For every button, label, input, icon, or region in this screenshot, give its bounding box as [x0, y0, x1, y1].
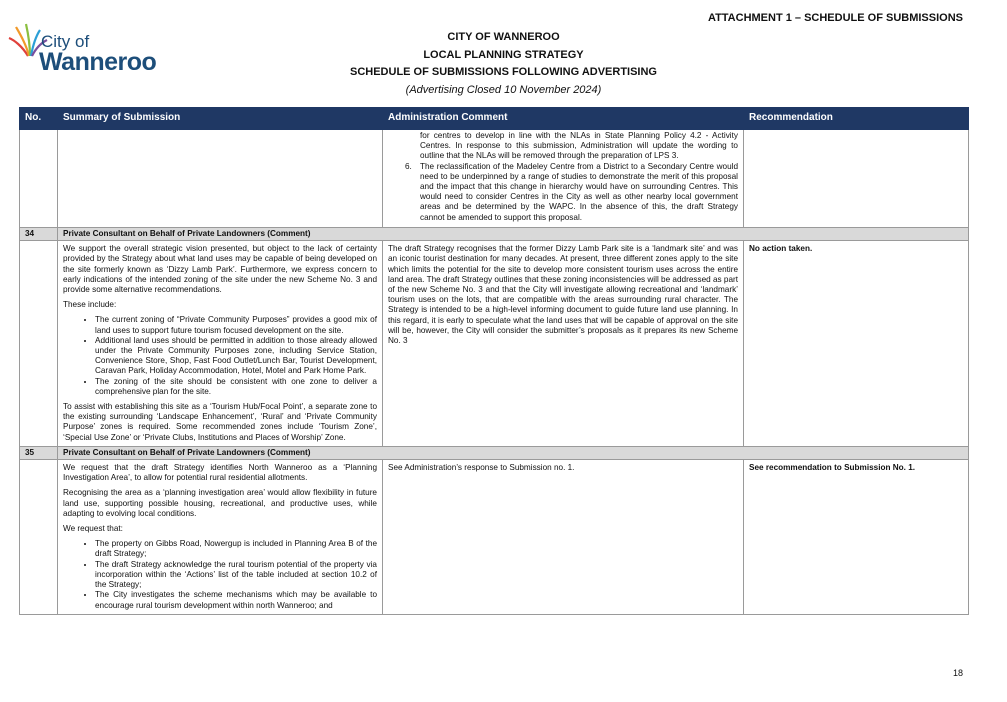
table-row-34 — [20, 241, 969, 447]
cell-recommendation — [744, 130, 969, 228]
list-item: • The draft Strategy acknowledge the rural tourism potential of the property via incorporation within the ‘Actions’ list of the table included at section 10.2 of the Strategy; — [95, 560, 377, 591]
column-header-admin-comment: Administration Comment — [383, 108, 744, 130]
submission-banner-34 — [20, 228, 969, 241]
submission-number: 34 — [20, 228, 58, 241]
summary-paragraph: Recognising the area as a ‘planning investigation area’ would allow flexibility in future land use, supporting possible housing, recreational, and productive uses, while adapting to evolving local conditions. — [63, 488, 377, 518]
list-item: • Additional land uses should be permitted in addition to those already allowed under the Private Community Purposes zone, including Service Station, Convenience Store, Shop, Fast Food Outlet/Lunch Bar, Tourist Development, Caravan Park, Holiday Accommodation, Hotel, Motel and Park Home Park. — [95, 336, 377, 377]
submission-banner-35 — [20, 446, 969, 459]
title-advertising-closed: (Advertising Closed 10 November 2024) — [405, 83, 602, 96]
logo-city-text: City of — [41, 32, 90, 51]
title-strategy: LOCAL PLANNING STRATEGY — [423, 48, 584, 61]
cell-admin-comment: The draft Strategy recognises that the former Dizzy Lamb Park site is a ‘landmark site’ and was an iconic tourist destination for many decades. At present, three different zones apply to the site which limits the potential for the site to develop more consistent tourism uses across the entire land area. The draft Strategy outlines that these zoning inconsistencies will be addressed as part of the new Scheme No. 3 and that the City will investigate allowing recreational and ‘landmark’ tourism uses on the lots, that are compatible with the areas surrounding rural character. The Strategy is intended to be a high-level informing document to guide future land use planning. In this regard, it is early to speculate what the land uses that will be capable of approval on the site will be, however, the City will consider the submitter’s proposals as it prepares its new Scheme No. 3 — [383, 241, 744, 447]
summary-bullet-list — [63, 539, 377, 610]
list-item: • The property on Gibbs Road, Nowergup is included in Planning Area B of the draft Strategy; — [95, 539, 377, 559]
document-titles — [0, 29, 1007, 99]
cell-admin-comment: See Administration’s response to Submission no. 1. — [383, 460, 744, 615]
submitter-type: Private Consultant on Behalf of Private Landowners (Comment) — [58, 446, 969, 459]
item-number: 6. — [405, 161, 412, 171]
list-item: • The zoning of the site should be consistent with one zone to deliver a comprehensive plan for the site. — [95, 377, 377, 397]
cell-summary — [58, 241, 383, 447]
column-header-summary: Summary of Submission — [58, 108, 383, 130]
cell-recommendation: See recommendation to Submission No. 1. — [744, 460, 969, 615]
column-header-recommendation: Recommendation — [744, 108, 969, 130]
submission-number: 35 — [20, 446, 58, 459]
item-text: The reclassification of the Madeley Centre from a District to a Secondary Centre would need to be underpinned by a range of studies to demonstrate the merit of this proposal and the impact that this change in hierarchy would have on surrounding Centres. This would need to consider Centres in the City as well as other nearby local government areas and be determined by the WAPC. In the absence of this, the draft Strategy cannot be amended to support this proposal. — [420, 161, 738, 222]
list-item: • The current zoning of “Private Community Purposes” provides a good mix of land uses to support future tourism focused development on the site. — [95, 315, 377, 335]
cell-no — [20, 460, 58, 615]
attachment-heading: ATTACHMENT 1 – SCHEDULE OF SUBMISSIONS — [707, 12, 963, 24]
summary-paragraph: We request that the draft Strategy identifies North Wanneroo as a ‘Planning Investigation Area’, to allow for potential rural residential allotments. — [63, 463, 377, 483]
summary-paragraph: We request that: — [63, 524, 123, 534]
cell-no — [20, 130, 58, 228]
cell-admin-comment — [383, 130, 744, 228]
table-row-carryover — [20, 130, 969, 228]
summary-paragraph: These include: — [63, 300, 117, 310]
logo-wanneroo-text: Wanneroo — [39, 48, 157, 76]
cell-no — [20, 241, 58, 447]
summary-bullet-list — [63, 315, 377, 397]
cell-summary — [58, 130, 383, 228]
submitter-type: Private Consultant on Behalf of Private Landowners (Comment) — [58, 228, 969, 241]
cell-recommendation: No action taken. — [744, 241, 969, 447]
summary-paragraph: We support the overall strategic vision presented, but object to the lack of certainty provided by the Strategy about what land uses may be capable of being developed on the site formerly known as ‘Dizzy Lamb Park’. Furthermore, we express concern to early indications of the intended zoning of the site under the new Scheme No. 3 and provide some alternative recommendations. — [63, 244, 377, 295]
column-header-no: No. — [20, 108, 58, 130]
submissions-table — [19, 107, 969, 615]
admin-numbered-item — [388, 162, 738, 223]
cell-summary — [58, 460, 383, 615]
title-city: CITY OF WANNEROO — [447, 31, 560, 43]
list-item: • The City investigates the scheme mechanisms which may be available to encourage rural tourism development within north Wanneroo; and — [95, 590, 377, 610]
table-row-35 — [20, 460, 969, 615]
summary-paragraph: To assist with establishing this site as a ‘Tourism Hub/Focal Point’, a separate zone to the existing surrounding ‘Landscape Enhancement’, ‘Rural’ and ‘Private Community Purpose’ zones is required. Some recommended zones include ‘Tourism Zone’, ‘Special Use Zone’ or ‘Private Clubs, Institutions and Places of Worship’ Zone. — [63, 402, 377, 442]
admin-comment-continued: for centres to develop in line with the NLAs in State Planning Policy 4.2 - Activity Centres. In response to this submission, Administration will update the wording to outline that the NLAs will be removed through the preparation of LPS 3. — [420, 131, 738, 161]
table-header-row — [20, 108, 969, 130]
title-schedule: SCHEDULE OF SUBMISSIONS FOLLOWING ADVERTISING — [350, 66, 657, 78]
page-number: 18 — [952, 668, 963, 678]
